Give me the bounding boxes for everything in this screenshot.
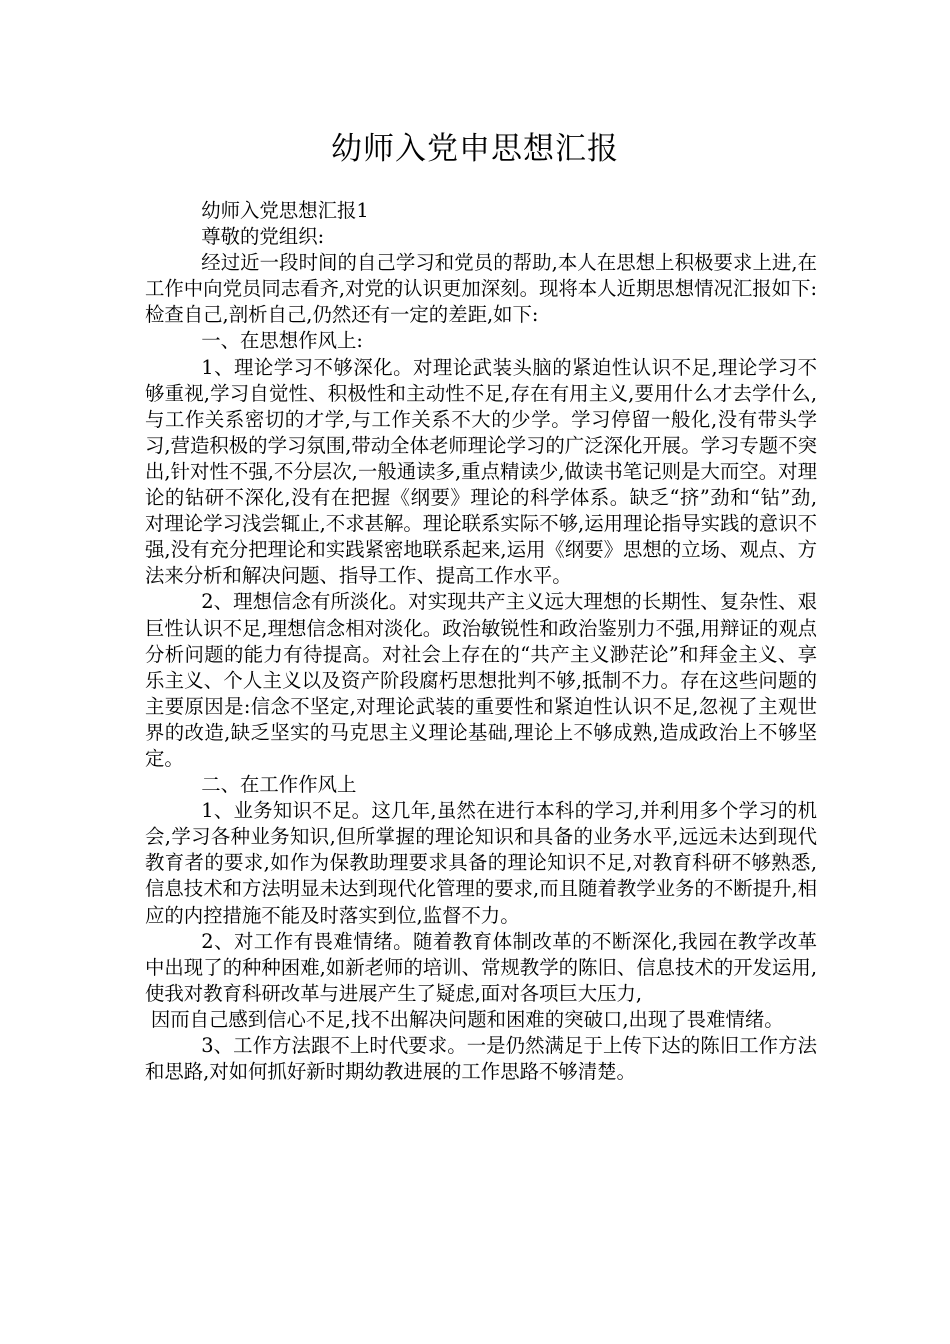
paragraph-fear-of-difficulty: 2、对工作有畏难情绪。随着教育体制改革的不断深化,我园在教学改革中出现了的种种困难,如新老师的培训、常规教学的陈旧、信息技术的开发运用,使我对教育科研改革与进展产生了疑虑,面对各项巨大压力,	[145, 929, 817, 1005]
intro-paragraph: 经过近一段时间的自己学习和党员的帮助,本人在思想上积极要求上进,在工作中向党员同志看齐,对党的认识更加深刻。现将本人近期思想情况汇报如下:检查自己,剖析自己,仍然还有一定的差距,如下:	[145, 251, 817, 327]
paragraph-business-knowledge: 1、业务知识不足。这几年,虽然在进行本科的学习,并利用多个学习的机会,学习各种业务知识,但所掌握的理论知识和具备的业务水平,远远未达到现代教育者的要求,如作为保教助理要求具备的理论知识不足,对教育科研不够熟悉,信息技术和方法明显未达到现代化管理的要求,而且随着教学业务的不断提升,相应的内控措施不能及时落实到位,监督不力。	[145, 799, 817, 927]
salutation: 尊敬的党组织:	[201, 225, 325, 249]
report-heading: 幼师入党思想汇报1	[201, 199, 369, 222]
paragraph-lack-confidence: 因而自己感到信心不足,找不出解决问题和困难的突破口,出现了畏难情绪。	[150, 1007, 784, 1031]
document-title: 幼师入党申思想汇报	[331, 131, 619, 167]
paragraph-theory-study: 1、理论学习不够深化。对理论武装头脑的紧迫性认识不足,理论学习不够重视,学习自觉性、积极性和主动性不足,存在有用主义,要用什么才去学什么,与工作关系密切的才学,与工作关系不大的少学。学习停留一般化,没有带头学习,营造积极的学习氛围,带动全体老师理论学习的广泛深化开展。学习专题不突出,针对性不强,不分层次,一般通读多,重点精读少,做读书笔记则是大而空。对理论的钻研不深化,没有在把握《纲要》理论的科学体系。缺乏“挤”劲和“钻”劲,对理论学习浅尝辄止,不求甚解。理论联系实际不够,运用理论指导实践的意识不强,没有充分把理论和实践紧密地联系起来,运用《纲要》思想的立场、观点、方法来分析和解决问题、指导工作、提高工作水平。	[145, 355, 817, 588]
section-heading-work: 二、在工作作风上	[201, 773, 357, 797]
section-heading-thought: 一、在思想作风上:	[201, 329, 363, 353]
paragraph-ideals-belief: 2、理想信念有所淡化。对实现共产主义远大理想的长期性、复杂性、艰巨性认识不足,理想信念相对淡化。政治敏锐性和政治鉴别力不强,用辩证的观点分析问题的能力有待提高。对社会上存在的“共产主义渺茫论”和拜金主义、享乐主义、个人主义以及资产阶段腐朽思想批判不够,抵制不力。存在这些问题的主要原因是:信念不坚定,对理论武装的重要性和紧迫性认识不足,忽视了主观世界的改造,缺乏坚实的马克思主义理论基础,理论上不够成熟,造成政治上不够坚定。	[145, 590, 817, 770]
document-body	[145, 198, 817, 1085]
paragraph-work-methods: 3、工作方法跟不上时代要求。一是仍然满足于上传下达的陈旧工作方法和思路,对如何抓好新时期幼教进展的工作思路不够清楚。	[145, 1034, 817, 1084]
